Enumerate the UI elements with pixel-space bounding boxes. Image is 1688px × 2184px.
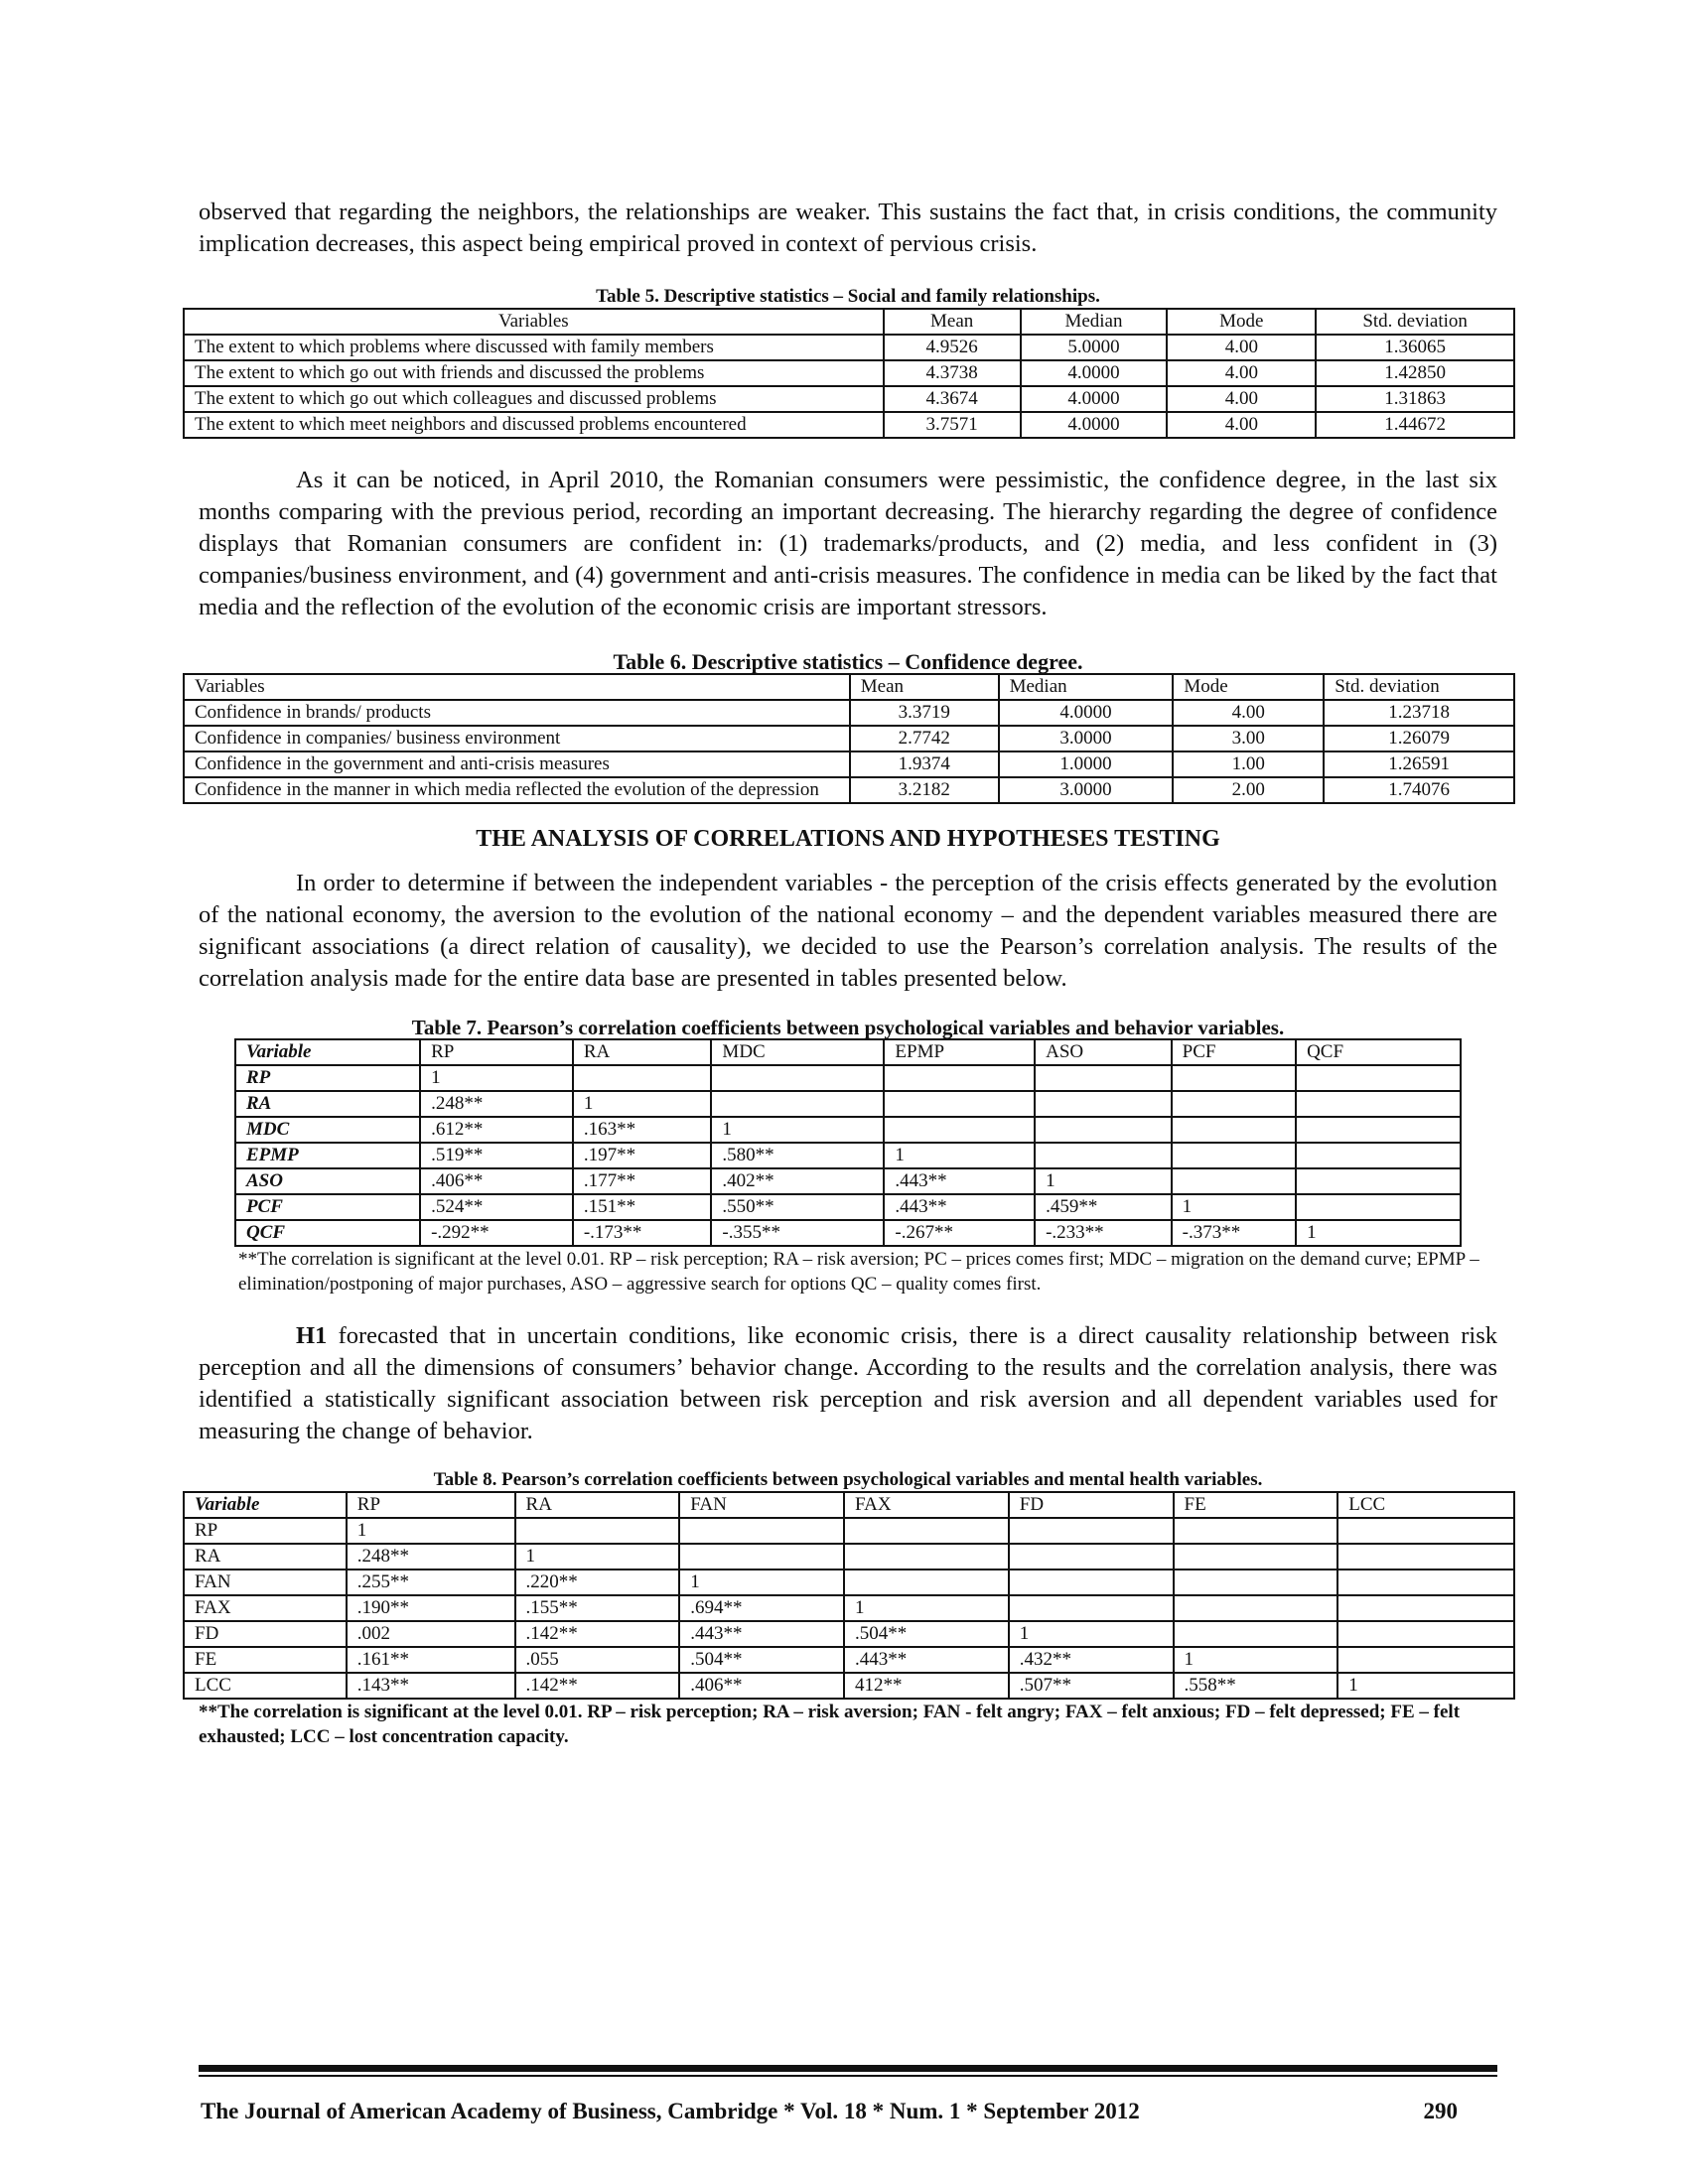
table-row: [184, 1544, 1514, 1570]
table8-header-row: [184, 1492, 1514, 1518]
table8-cell: [515, 1518, 680, 1544]
table7-header: PCF: [1172, 1039, 1296, 1065]
table-row: [184, 777, 1514, 803]
table8-cell: [1174, 1518, 1338, 1544]
table7-cell: .459**: [1035, 1194, 1172, 1220]
table5-cell: 5.0000: [1021, 335, 1168, 360]
table-row: [184, 1621, 1514, 1647]
table7-cell: .163**: [573, 1117, 712, 1143]
table7-cell: [1296, 1065, 1461, 1091]
table6-cell: 1.0000: [999, 751, 1174, 777]
table8-header: RA: [515, 1492, 680, 1518]
table7-cell: 1: [884, 1143, 1035, 1168]
table5-cell: 4.0000: [1021, 360, 1168, 386]
table7-cell: [1172, 1117, 1296, 1143]
table6-header: Mode: [1173, 674, 1324, 700]
table8-cell: [1174, 1570, 1338, 1595]
table8-cell: .507**: [1009, 1673, 1174, 1699]
table8-cell: [1337, 1621, 1514, 1647]
table-row: [184, 726, 1514, 751]
table6-header: Std. deviation: [1324, 674, 1514, 700]
table8-cell: [844, 1544, 1009, 1570]
footer-journal: The Journal of American Academy of Business, Cambridge * Vol. 18 * Num. 1 * September 2012: [201, 2099, 1140, 2123]
table6-cell: 3.2182: [850, 777, 999, 803]
table7-cell: .524**: [420, 1194, 573, 1220]
table-row: [184, 1595, 1514, 1621]
table6-cell: 1.26591: [1324, 751, 1514, 777]
table-row: [184, 412, 1514, 438]
table7-cell: 1: [711, 1117, 884, 1143]
table6-cell: 1.00: [1173, 751, 1324, 777]
table7-cell: [1296, 1143, 1461, 1168]
table7-header: RP: [420, 1039, 573, 1065]
table7-cell: [884, 1065, 1035, 1091]
table7-cell: -.173**: [573, 1220, 712, 1246]
table7-cell: -.267**: [884, 1220, 1035, 1246]
table7-cell: 1: [573, 1091, 712, 1117]
table6-cell: Confidence in the manner in which media reflected the evolution of the depression: [184, 777, 850, 803]
table8-cell: .142**: [515, 1673, 680, 1699]
table-row: [184, 1673, 1514, 1699]
table8-header: Variable: [184, 1492, 347, 1518]
table7-header: RA: [573, 1039, 712, 1065]
table8-cell: 1: [347, 1518, 515, 1544]
table7-cell: [1035, 1143, 1172, 1168]
page-number: 290: [1423, 2099, 1458, 2123]
table5-header: Mean: [884, 309, 1021, 335]
table6-header: Mean: [850, 674, 999, 700]
h1-label: H1: [296, 1322, 328, 1349]
table5-caption: Table 5. Descriptive statistics – Social and family relationships.: [596, 286, 1100, 307]
table7-cell: MDC: [235, 1117, 420, 1143]
table5-header: Mode: [1167, 309, 1316, 335]
table6-cell: 2.00: [1173, 777, 1324, 803]
table-row: [235, 1194, 1461, 1220]
table-row: [235, 1220, 1461, 1246]
table8-cell: .432**: [1009, 1647, 1174, 1673]
table7-cell: [884, 1091, 1035, 1117]
table8-cell: .443**: [844, 1647, 1009, 1673]
table7-cell: .443**: [884, 1168, 1035, 1194]
table7-header: QCF: [1296, 1039, 1461, 1065]
table5-header-row: [184, 309, 1514, 335]
table8-cell: .055: [515, 1647, 680, 1673]
table5-cell: 4.00: [1167, 360, 1316, 386]
table6-cell: 1.26079: [1324, 726, 1514, 751]
table7-cell: [1296, 1117, 1461, 1143]
table7-cell: [1035, 1091, 1172, 1117]
table5-cell: 4.00: [1167, 386, 1316, 412]
table8-cell: FAN: [184, 1570, 347, 1595]
table8-cell: [679, 1518, 844, 1544]
h1-text: forecasted that in uncertain conditions, like economic crisis, there is a direct causality relationship between risk perception and all the dimensions of consumers’ behavior change. According to the results and the correlation analysis, there was identified a statistically significant association between risk perception and risk aversion and all dependent variables used for measuring the change of behavior.: [199, 1322, 1497, 1444]
table8-cell: .002: [347, 1621, 515, 1647]
table6-cell: 4.00: [1173, 700, 1324, 726]
table8-cell: [679, 1544, 844, 1570]
table7-cell: QCF: [235, 1220, 420, 1246]
table5-cell: 1.42850: [1316, 360, 1514, 386]
table7-cell: [1296, 1194, 1461, 1220]
table8-cell: FAX: [184, 1595, 347, 1621]
table6-header-row: [184, 674, 1514, 700]
table7-cell: .151**: [573, 1194, 712, 1220]
table-row: [184, 386, 1514, 412]
table5-cell: 1.44672: [1316, 412, 1514, 438]
table7-header: MDC: [711, 1039, 884, 1065]
table8-cell: [844, 1518, 1009, 1544]
table7-cell: [1172, 1065, 1296, 1091]
table7-cell: [1035, 1117, 1172, 1143]
table7-cell: [1296, 1168, 1461, 1194]
table7-cell: 1: [1035, 1168, 1172, 1194]
page-footer: [199, 2065, 1497, 2124]
table5-cell: The extent to which problems where discussed with family members: [184, 335, 884, 360]
table5-header: Std. deviation: [1316, 309, 1514, 335]
table8-cell: [1009, 1518, 1174, 1544]
table7-cell: [1035, 1065, 1172, 1091]
table5-cell: 4.00: [1167, 335, 1316, 360]
table7-cell: .519**: [420, 1143, 573, 1168]
table-row: [184, 360, 1514, 386]
table7-cell: -.233**: [1035, 1220, 1172, 1246]
table7-cell: .580**: [711, 1143, 884, 1168]
table5-cell: 4.3738: [884, 360, 1021, 386]
table8-cell: .142**: [515, 1621, 680, 1647]
table-row: [235, 1143, 1461, 1168]
table5-cell: 4.00: [1167, 412, 1316, 438]
table5-cell: The extent to which go out with friends and discussed the problems: [184, 360, 884, 386]
table7-cell: RA: [235, 1091, 420, 1117]
table5-cell: 1.31863: [1316, 386, 1514, 412]
table-row: [235, 1091, 1461, 1117]
table8-cell: [1337, 1570, 1514, 1595]
table-row: [184, 1518, 1514, 1544]
table6-cell: 3.0000: [999, 777, 1174, 803]
table7-cell: [884, 1117, 1035, 1143]
table8-cell: .155**: [515, 1595, 680, 1621]
table8-cell: [1009, 1544, 1174, 1570]
table5-header: Variables: [184, 309, 884, 335]
table8-cell: .406**: [679, 1673, 844, 1699]
footer-rule-thin: [199, 2075, 1497, 2077]
table7-cell: PCF: [235, 1194, 420, 1220]
footer-rule-thick: [199, 2065, 1497, 2072]
table7-cell: .177**: [573, 1168, 712, 1194]
table7-cell: -.373**: [1172, 1220, 1296, 1246]
table7-cell: EPMP: [235, 1143, 420, 1168]
table8-cell: 1: [844, 1595, 1009, 1621]
table6-cell: Confidence in companies/ business environment: [184, 726, 850, 751]
table8-cell: .443**: [679, 1621, 844, 1647]
table8-cell: [1337, 1544, 1514, 1570]
table8-cell: [1174, 1544, 1338, 1570]
table5-cell: 4.3674: [884, 386, 1021, 412]
table8-header: FAN: [679, 1492, 844, 1518]
table7-note: **The correlation is significant at the level 0.01. RP – risk perception; RA – risk aversion; PC – prices comes first; MDC – migration on the demand curve; EPMP –elimination/postponing of major purchases, ASO – aggressive search for options QC – quality comes first.: [238, 1249, 1479, 1295]
table8-cell: .504**: [679, 1647, 844, 1673]
table7-header: ASO: [1035, 1039, 1172, 1065]
table8-cell: .190**: [347, 1595, 515, 1621]
table8-cell: [1174, 1595, 1338, 1621]
table7: [234, 1038, 1462, 1247]
table6-cell: 3.00: [1173, 726, 1324, 751]
table5-cell: 4.0000: [1021, 412, 1168, 438]
table-row: [184, 1570, 1514, 1595]
table8-cell: 1: [515, 1544, 680, 1570]
table6-cell: Confidence in the government and anti-crisis measures: [184, 751, 850, 777]
table7-cell: .443**: [884, 1194, 1035, 1220]
table7-header: EPMP: [884, 1039, 1035, 1065]
table8-header: LCC: [1337, 1492, 1514, 1518]
table6-header: Median: [999, 674, 1174, 700]
section-heading: THE ANALYSIS OF CORRELATIONS AND HYPOTHESES TESTING: [476, 826, 1220, 852]
table8-cell: .161**: [347, 1647, 515, 1673]
table6-cell: 1.9374: [850, 751, 999, 777]
table7-cell: .612**: [420, 1117, 573, 1143]
correlation-paragraph: In order to determine if between the independent variables - the perception of the crisis effects generated by the evolution of the national economy, the aversion to the evolution of the national economy – and the dependent variables measured there are significant associations (a direct relation of causality), we decided to use the Pearson’s correlation analysis. The results of the correlation analysis made for the entire data base are presented in tables presented below.: [199, 870, 1497, 992]
table8-cell: .220**: [515, 1570, 680, 1595]
h1-paragraph: [199, 1320, 1497, 1447]
table6-header: Variables: [184, 674, 850, 700]
table5-cell: The extent to which go out which colleagues and discussed problems: [184, 386, 884, 412]
table8-cell: .248**: [347, 1544, 515, 1570]
table7-header-row: [235, 1039, 1461, 1065]
table8-cell: [1174, 1621, 1338, 1647]
table8-cell: .143**: [347, 1673, 515, 1699]
table8-cell: [1337, 1647, 1514, 1673]
table8-cell: RP: [184, 1518, 347, 1544]
table6-caption: Table 6. Descriptive statistics – Confidence degree.: [613, 649, 1083, 674]
table5-cell: 4.0000: [1021, 386, 1168, 412]
table5-cell: 4.9526: [884, 335, 1021, 360]
table8-cell: LCC: [184, 1673, 347, 1699]
table8-cell: FE: [184, 1647, 347, 1673]
table-row: [184, 700, 1514, 726]
table8-cell: [1009, 1570, 1174, 1595]
table7-cell: .197**: [573, 1143, 712, 1168]
table8-cell: .694**: [679, 1595, 844, 1621]
table7-cell: ASO: [235, 1168, 420, 1194]
table6-cell: Confidence in brands/ products: [184, 700, 850, 726]
table7-cell: 1: [1172, 1194, 1296, 1220]
table8-note: **The correlation is significant at the level 0.01. RP – risk perception; RA – risk aversion; FAN - felt angry; FAX – felt anxious; FD – felt depressed; FE – felt exhausted; LCC – lost concentration capacity.: [199, 1702, 1461, 1747]
table8-cell: 1: [1009, 1621, 1174, 1647]
table-row: [235, 1168, 1461, 1194]
table8-cell: 1: [1174, 1647, 1338, 1673]
table5: [183, 308, 1515, 439]
table6-cell: 3.0000: [999, 726, 1174, 751]
intro-paragraph: observed that regarding the neighbors, the relationships are weaker. This sustains the fact that, in crisis conditions, the community implication decreases, this aspect being empirical proved in context of pervious crisis.: [199, 199, 1497, 257]
table5-cell: 1.36065: [1316, 335, 1514, 360]
table7-cell: RP: [235, 1065, 420, 1091]
table8-caption: Table 8. Pearson’s correlation coefficients between psychological variables and mental health variables.: [433, 1469, 1263, 1490]
table5-cell: 3.7571: [884, 412, 1021, 438]
table8-header: FE: [1174, 1492, 1338, 1518]
table7-cell: .402**: [711, 1168, 884, 1194]
table8-header: FAX: [844, 1492, 1009, 1518]
table8-cell: [1337, 1518, 1514, 1544]
table-row: [184, 335, 1514, 360]
table7-cell: [1172, 1168, 1296, 1194]
table6-cell: 1.23718: [1324, 700, 1514, 726]
table7-cell: .248**: [420, 1091, 573, 1117]
table8-cell: [1337, 1595, 1514, 1621]
table8-header: RP: [347, 1492, 515, 1518]
table7-cell: 1: [1296, 1220, 1461, 1246]
table7-cell: 1: [420, 1065, 573, 1091]
table7-cell: -.292**: [420, 1220, 573, 1246]
table6: [183, 673, 1515, 804]
table6-cell: 3.3719: [850, 700, 999, 726]
page-content: [195, 197, 1497, 1749]
table8-cell: RA: [184, 1544, 347, 1570]
table6-cell: 4.0000: [999, 700, 1174, 726]
table8-cell: .558**: [1174, 1673, 1338, 1699]
table8-cell: FD: [184, 1621, 347, 1647]
table8-header: FD: [1009, 1492, 1174, 1518]
table-row: [235, 1117, 1461, 1143]
confidence-paragraph: As it can be noticed, in April 2010, the Romanian consumers were pessimistic, the confidence degree, in the last six months comparing with the previous period, recording an important decreasing. The hierarchy regarding the degree of confidence displays that Romanian consumers are confident in: (1) trademarks/products, and (2) media, and less confident in (3) companies/business environment, and (4) government and anti-crisis measures. The confidence in media can be liked by the fact that media and the reflection of the evolution of the economic crisis are important stressors.: [199, 467, 1497, 620]
table8-cell: [844, 1570, 1009, 1595]
table7-cell: [711, 1065, 884, 1091]
table8-cell: [1009, 1595, 1174, 1621]
table7-cell: -.355**: [711, 1220, 884, 1246]
table5-header: Median: [1021, 309, 1168, 335]
table7-cell: [1172, 1143, 1296, 1168]
table7-cell: [711, 1091, 884, 1117]
table8-cell: .255**: [347, 1570, 515, 1595]
table-row: [184, 1647, 1514, 1673]
table7-cell: .550**: [711, 1194, 884, 1220]
table7-header: Variable: [235, 1039, 420, 1065]
table8-cell: 1: [679, 1570, 844, 1595]
table7-caption: Table 7. Pearson’s correlation coefficients between psychological variables and behavior variables.: [411, 1016, 1285, 1039]
table-row: [184, 751, 1514, 777]
table6-cell: 2.7742: [850, 726, 999, 751]
table7-cell: .406**: [420, 1168, 573, 1194]
table7-cell: [1172, 1091, 1296, 1117]
table8-cell: 412**: [844, 1673, 1009, 1699]
table5-cell: The extent to which meet neighbors and discussed problems encountered: [184, 412, 884, 438]
table7-cell: [573, 1065, 712, 1091]
table6-cell: 1.74076: [1324, 777, 1514, 803]
table8-cell: .504**: [844, 1621, 1009, 1647]
table8-cell: 1: [1337, 1673, 1514, 1699]
table7-cell: [1296, 1091, 1461, 1117]
table-row: [235, 1065, 1461, 1091]
table8: [183, 1491, 1515, 1700]
